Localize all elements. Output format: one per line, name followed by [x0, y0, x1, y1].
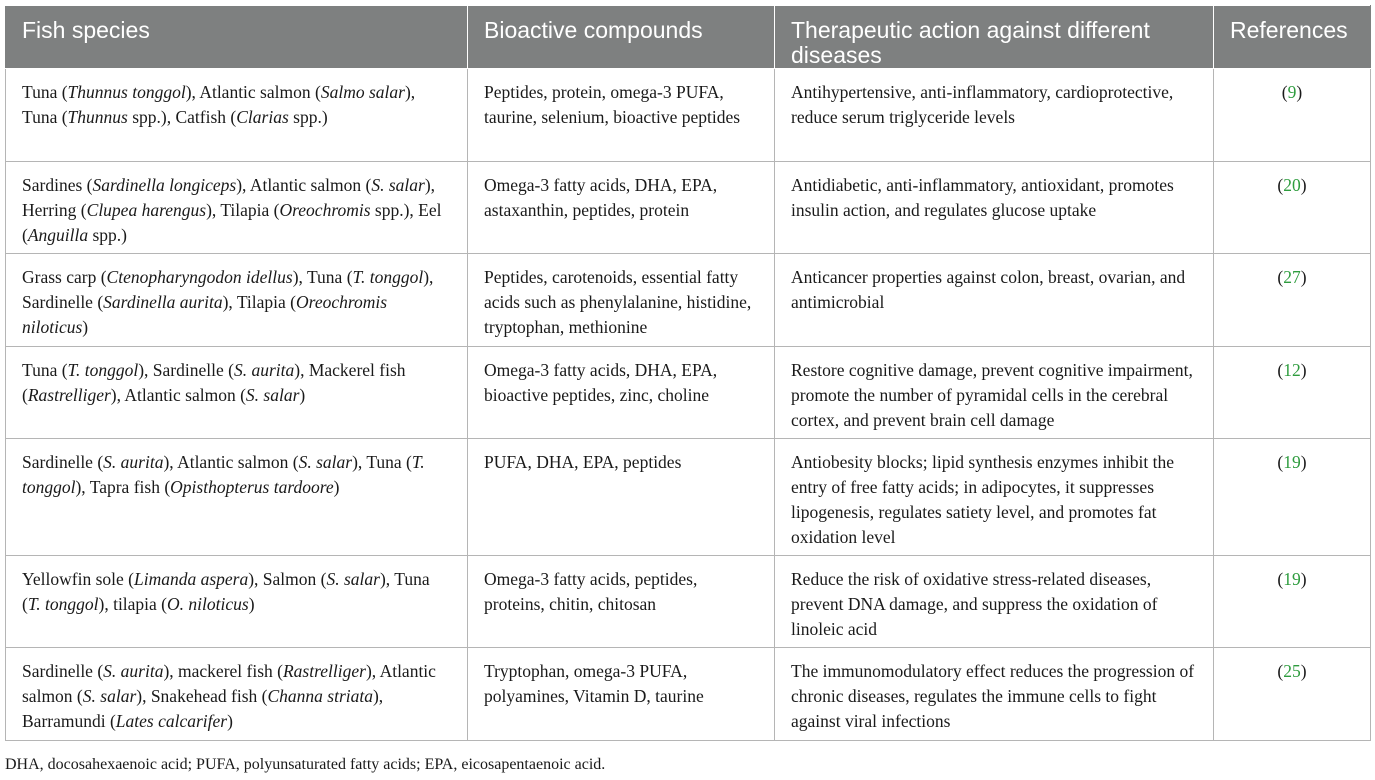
text-segment: ), Mackerel fish ( — [22, 360, 406, 405]
text-segment: ), tilapia ( — [98, 594, 168, 614]
cell-therapeutic-action: Antihypertensive, anti-inflammatory, cardioprotective, reduce serum triglyceride levels — [775, 69, 1214, 162]
species-name: S. salar — [245, 385, 300, 405]
cell-fish-species — [6, 69, 468, 162]
text-segment: spp.), Catfish ( — [127, 107, 237, 127]
species-name: T. tonggol — [67, 360, 139, 380]
paren-open: ( — [1277, 661, 1284, 681]
text-segment: ), Herring ( — [22, 175, 436, 220]
species-name: Anguilla — [27, 225, 89, 245]
cell-therapeutic-action: Reduce the risk of oxidative stress-related diseases, prevent DNA damage, and suppress the oxidation of linoleic acid — [775, 556, 1214, 648]
text-segment: ), Sardinelle ( — [22, 267, 434, 312]
text-segment: ), Tapra fish ( — [75, 477, 171, 497]
paren-open: ( — [1277, 360, 1284, 380]
species-name: Oreochromis niloticus — [22, 292, 388, 337]
species-name: Channa striata — [267, 686, 373, 706]
text-segment: ), Atlantic salmon ( — [163, 452, 299, 472]
paren-close: ) — [1296, 82, 1303, 102]
cell-reference — [1214, 439, 1371, 556]
reference-link[interactable]: 19 — [1283, 569, 1301, 589]
header-bioactive-compounds: Bioactive compounds — [468, 6, 775, 69]
species-name: S. salar — [371, 175, 425, 195]
species-name: S. salar — [82, 686, 137, 706]
text-segment: spp.), Eel ( — [22, 200, 442, 245]
cell-bioactive-compounds: Peptides, carotenoids, essential fatty acids such as phenylalanine, histidine, tryptophan, methionine — [468, 254, 775, 347]
paren-close: ) — [1300, 452, 1307, 472]
text-segment: Grass carp ( — [22, 267, 107, 287]
table-row — [6, 162, 1371, 254]
reference-link[interactable]: 12 — [1283, 360, 1301, 380]
cell-bioactive-compounds: Omega-3 fatty acids, peptides, proteins, chitin, chitosan — [468, 556, 775, 648]
reference-link[interactable]: 25 — [1283, 661, 1301, 681]
table-body — [6, 69, 1371, 741]
cell-fish-species — [6, 162, 468, 254]
species-name: T. tonggol — [27, 594, 99, 614]
species-name: Oreochromis — [279, 200, 371, 220]
species-name: Thunnus — [67, 107, 128, 127]
paren-close: ) — [1300, 267, 1307, 287]
species-name: O. niloticus — [167, 594, 249, 614]
text-segment: spp.) — [88, 225, 127, 245]
cell-bioactive-compounds: Tryptophan, omega-3 PUFA, polyamines, Vitamin D, taurine — [468, 648, 775, 741]
table-header-row — [6, 6, 1371, 69]
paren-open: ( — [1277, 175, 1284, 195]
cell-reference — [1214, 347, 1371, 439]
fish-bioactive-table — [5, 5, 1371, 741]
species-name: Sardinella aurita — [103, 292, 223, 312]
reference-link[interactable]: 9 — [1287, 82, 1297, 102]
cell-reference — [1214, 69, 1371, 162]
species-name: S. aurita — [233, 360, 295, 380]
text-segment: Tuna ( — [22, 360, 68, 380]
reference-link[interactable]: 20 — [1283, 175, 1301, 195]
text-segment: ), Tuna ( — [22, 82, 416, 127]
paren-open: ( — [1281, 82, 1288, 102]
reference-link[interactable]: 27 — [1283, 267, 1301, 287]
text-segment: ), Tilapia ( — [222, 292, 297, 312]
text-segment: Sardinelle ( — [22, 661, 104, 681]
text-segment: Sardines ( — [22, 175, 93, 195]
cell-fish-species — [6, 648, 468, 741]
paren-open: ( — [1277, 267, 1284, 287]
species-name: S. salar — [298, 452, 353, 472]
text-segment: ), Salmon ( — [248, 569, 327, 589]
text-segment: ), Tuna ( — [292, 267, 353, 287]
species-name: T. tonggol — [22, 452, 425, 497]
cell-therapeutic-action: The immunomodulatory effect reduces the progression of chronic diseases, regulates the immune cells to fight against viral infections — [775, 648, 1214, 741]
text-segment: spp.) — [288, 107, 328, 127]
species-name: Sardinella longiceps — [92, 175, 237, 195]
text-segment: Sardinelle ( — [22, 452, 104, 472]
reference-link[interactable]: 19 — [1283, 452, 1301, 472]
text-segment: ) — [333, 477, 340, 497]
header-fish-species: Fish species — [6, 6, 468, 69]
header-therapeutic-action: Therapeutic action against different diseases — [775, 6, 1214, 69]
header-references: References — [1214, 6, 1371, 69]
species-name: Limanda aspera — [133, 569, 249, 589]
text-segment: ), Atlantic salmon ( — [185, 82, 321, 102]
paren-open: ( — [1277, 452, 1284, 472]
cell-therapeutic-action: Antidiabetic, anti-inflammatory, antioxidant, promotes insulin action, and regulates glucose uptake — [775, 162, 1214, 254]
text-segment: Yellowfin sole ( — [22, 569, 134, 589]
text-segment: Tuna ( — [22, 82, 68, 102]
species-name: Rastrelliger — [282, 661, 366, 681]
cell-reference — [1214, 254, 1371, 347]
cell-fish-species — [6, 439, 468, 556]
cell-fish-species — [6, 254, 468, 347]
species-name: Salmo salar — [320, 82, 405, 102]
cell-reference — [1214, 556, 1371, 648]
table-footnote: DHA, docosahexaenoic acid; PUFA, polyunsaturated fatty acids; EPA, eicosapentaenoic acid. — [5, 756, 606, 773]
species-name: S. aurita — [103, 452, 164, 472]
text-segment: ), Tilapia ( — [206, 200, 280, 220]
species-name: Rastrelliger — [27, 385, 111, 405]
cell-bioactive-compounds: Omega-3 fatty acids, DHA, EPA, astaxanthin, peptides, protein — [468, 162, 775, 254]
text-segment: ) — [299, 385, 306, 405]
text-segment: ) — [248, 594, 255, 614]
table-row — [6, 439, 1371, 556]
cell-reference — [1214, 648, 1371, 741]
table-row — [6, 69, 1371, 162]
species-name: Clarias — [236, 107, 289, 127]
cell-fish-species — [6, 347, 468, 439]
species-name: Opisthopterus tardoore — [170, 477, 334, 497]
cell-reference — [1214, 162, 1371, 254]
text-segment: ), mackerel fish ( — [163, 661, 283, 681]
table-row — [6, 254, 1371, 347]
cell-fish-species — [6, 556, 468, 648]
species-name: Clupea harengus — [86, 200, 207, 220]
cell-therapeutic-action: Restore cognitive damage, prevent cognitive impairment, promote the number of pyramidal cells in the cerebral cortex, and prevent brain cell damage — [775, 347, 1214, 439]
cell-bioactive-compounds: PUFA, DHA, EPA, peptides — [468, 439, 775, 556]
paren-close: ) — [1300, 569, 1307, 589]
text-segment: ), Barramundi ( — [22, 686, 384, 731]
species-name: T. tonggol — [352, 267, 424, 287]
cell-therapeutic-action: Anticancer properties against colon, breast, ovarian, and antimicrobial — [775, 254, 1214, 347]
cell-therapeutic-action: Antiobesity blocks; lipid synthesis enzymes inhibit the entry of free fatty acids; in adipocytes, it suppresses lipogenesis, regulates satiety level, and promotes fat oxidation level — [775, 439, 1214, 556]
table-row — [6, 347, 1371, 439]
cell-bioactive-compounds: Omega-3 fatty acids, DHA, EPA, bioactive peptides, zinc, choline — [468, 347, 775, 439]
species-name: Lates calcarifer — [115, 711, 228, 731]
text-segment: ), Atlantic salmon ( — [110, 385, 246, 405]
paren-close: ) — [1300, 360, 1307, 380]
text-segment: ), Tuna ( — [22, 569, 430, 614]
paren-close: ) — [1300, 661, 1307, 681]
text-segment: ), Atlantic salmon ( — [22, 661, 436, 706]
text-segment: ), Atlantic salmon ( — [236, 175, 372, 195]
paren-open: ( — [1277, 569, 1284, 589]
species-name: Thunnus tonggol — [67, 82, 186, 102]
text-segment: ), Tuna ( — [352, 452, 412, 472]
text-segment: ) — [227, 711, 233, 731]
table-row — [6, 556, 1371, 648]
species-name: Ctenopharyngodon idellus — [106, 267, 293, 287]
text-segment: ), Snakehead fish ( — [136, 686, 268, 706]
species-name: S. aurita — [103, 661, 164, 681]
species-name: S. salar — [326, 569, 380, 589]
paren-close: ) — [1300, 175, 1307, 195]
text-segment: ), Sardinelle ( — [138, 360, 234, 380]
text-segment: ) — [82, 317, 89, 337]
table-row — [6, 648, 1371, 741]
cell-bioactive-compounds: Peptides, protein, omega-3 PUFA, taurine, selenium, bioactive peptides — [468, 69, 775, 162]
